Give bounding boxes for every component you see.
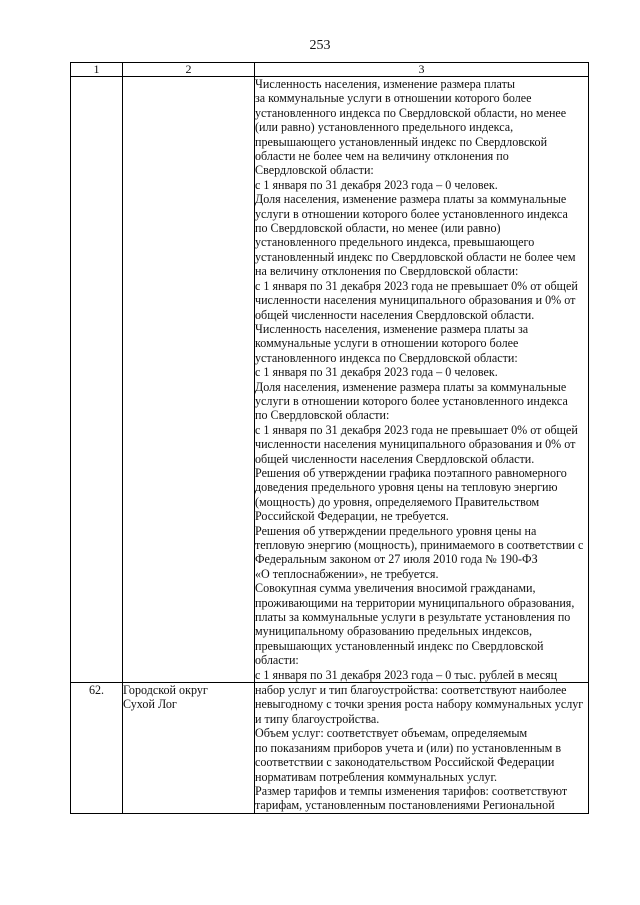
- text-line: Сухой Лог: [123, 697, 177, 712]
- text-line: доведения предельного уровня цены на тепловую энергию: [255, 480, 558, 495]
- text-line: Городской округ: [123, 683, 208, 698]
- text-line: области:: [255, 653, 299, 668]
- text-line: с 1 января по 31 декабря 2023 года – 0 тыс. рублей в месяц: [255, 667, 558, 682]
- text-line: за коммунальные услуги в отношении которого более: [255, 91, 532, 106]
- text-line: Совокупная сумма увеличения вносимой гражданами,: [255, 581, 536, 596]
- text-line: с 1 января по 31 декабря 2023 года не превышает 0% от общей: [255, 278, 578, 293]
- text-line: с 1 января по 31 декабря 2023 года не превышает 0% от общей: [255, 422, 578, 437]
- text-line: Свердловской области:: [255, 163, 374, 178]
- text-line: установленный индекс по Свердловской области не более чем: [255, 249, 576, 264]
- text-line: невыгодному с точки зрения роста набору коммунальных услуг: [255, 697, 584, 712]
- table-header-row: [71, 63, 589, 77]
- text-line: области не более чем на величину отклонения по: [255, 149, 509, 164]
- column-header-1: 1: [71, 63, 123, 77]
- text-line: Объем услуг: соответствует объемам, определяемым: [255, 726, 528, 741]
- text-line: Численность населения, изменение размера платы за: [255, 321, 529, 336]
- text-line: платы за коммунальные услуги в результате установления по: [255, 610, 571, 625]
- text-line: Доля населения, изменение размера платы за коммунальные: [255, 379, 567, 394]
- municipality-cell: [123, 683, 255, 814]
- description-cell: [255, 77, 589, 683]
- text-line: коммунальные услуги в отношении которого более: [255, 336, 519, 351]
- text-line: проживающими на территории муниципального образования,: [255, 595, 575, 610]
- table-row: [71, 77, 589, 683]
- text-line: и типу благоустройства.: [255, 711, 380, 726]
- page-number: 253: [309, 38, 331, 53]
- text-line: услуги в отношении которого более установленного индекса: [255, 393, 568, 408]
- text-line: общей численности населения Свердловской области.: [255, 451, 535, 466]
- text-line: Федеральным законом от 27 июля 2010 года № 190-ФЗ: [255, 552, 538, 567]
- text-line: с 1 января по 31 декабря 2023 года – 0 человек.: [255, 365, 498, 380]
- row-number-cell: 62.: [71, 683, 123, 814]
- text-line: установленного индекса по Свердловской области, но менее: [255, 105, 567, 120]
- document-table: [70, 62, 589, 814]
- text-line: Российской Федерации, не требуется.: [255, 509, 449, 524]
- table-row: [71, 683, 589, 814]
- row-number-cell: [71, 77, 123, 683]
- text-line: с 1 января по 31 декабря 2023 года – 0 человек.: [255, 177, 498, 192]
- text-line: общей численности населения Свердловской области.: [255, 307, 535, 322]
- column-header-3: 3: [255, 63, 589, 77]
- description-cell: [255, 683, 589, 814]
- text-line: установленного предельного индекса, превышающего: [255, 235, 535, 250]
- text-line: Решения об утверждении графика поэтапного равномерного: [255, 465, 567, 480]
- column-header-2: 2: [123, 63, 255, 77]
- text-line: Решения об утверждении предельного уровня цены на: [255, 523, 537, 538]
- text-line: набор услуг и тип благоустройства: соответствуют наиболее: [255, 683, 567, 698]
- text-line: Численность населения, изменение размера платы: [255, 77, 515, 91]
- text-line: (или равно) установленного предельного индекса,: [255, 120, 514, 135]
- text-line: по Свердловской области, но менее (или равно): [255, 221, 501, 236]
- text-line: Размер тарифов и темпы изменения тарифов: соответствуют: [255, 783, 568, 798]
- text-line: превышающего установленный индекс по Свердловской: [255, 134, 548, 149]
- text-line: Доля населения, изменение размера платы за коммунальные: [255, 192, 567, 207]
- text-line: нормативам потребления коммунальных услуг.: [255, 769, 498, 784]
- text-line: «О теплоснабжении», не требуется.: [255, 566, 439, 581]
- text-line: соответствии с законодательством Российской Федерации: [255, 755, 555, 770]
- text-line: на величину отклонения по Свердловской области:: [255, 264, 519, 279]
- municipality-cell: [123, 77, 255, 683]
- text-line: численности населения муниципального образования и 0% от: [255, 293, 576, 308]
- text-line: по Свердловской области:: [255, 408, 390, 423]
- text-line: численности населения муниципального образования и 0% от: [255, 437, 576, 452]
- text-line: установленного индекса по Свердловской области:: [255, 350, 518, 365]
- text-line: тепловую энергию (мощность), принимаемого в соответствии с: [255, 538, 584, 552]
- text-line: муниципальному образованию предельных индексов,: [255, 624, 533, 639]
- text-line: тарифам, установленным постановлениями Региональной: [255, 798, 555, 813]
- text-line: по показаниям приборов учета и (или) по установленным в: [255, 740, 562, 755]
- text-line: превышающих установленный индекс по Свердловской: [255, 638, 544, 653]
- text-line: (мощность) до уровня, определяемого Правительством: [255, 494, 540, 509]
- text-line: услуги в отношении которого более установленного индекса: [255, 206, 568, 221]
